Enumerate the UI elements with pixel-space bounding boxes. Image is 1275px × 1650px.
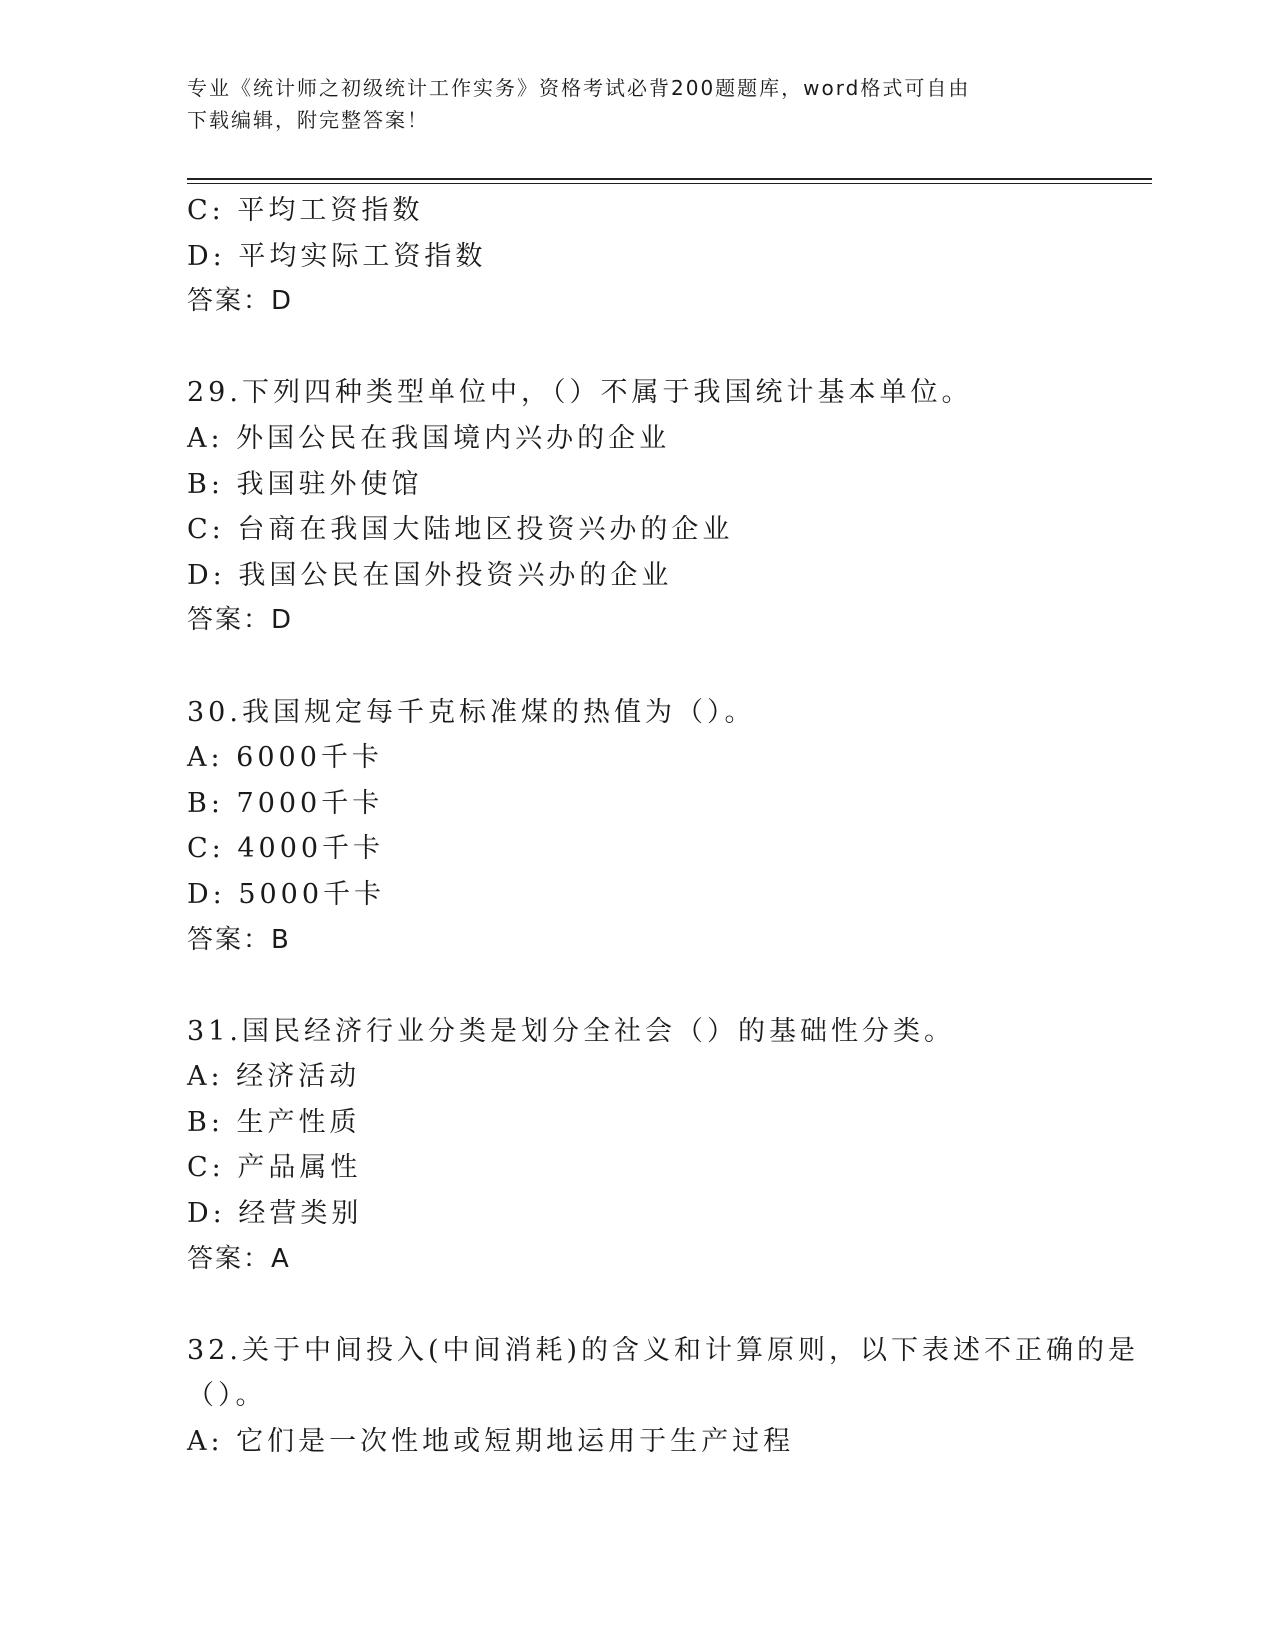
option-a: A: 外国公民在我国境内兴办的企业 <box>187 422 671 454</box>
header-line-1: 专业《统计师之初级统计工作实务》资格考试必背200题题库，word格式可自由 <box>187 76 971 100</box>
question-text: 29.下列四种类型单位中，（）不属于我国统计基本单位。 <box>187 377 973 409</box>
header-divider-thin <box>187 183 1152 184</box>
header-divider-thick <box>187 178 1152 180</box>
question-text-line-1: 32.关于中间投入(中间消耗)的含义和计算原则，以下表述不正确的是 <box>187 1334 1140 1366</box>
question-text: 31.国民经济行业分类是划分全社会（）的基础性分类。 <box>187 1015 955 1047</box>
option-b: B: 我国驻外使馆 <box>187 468 423 500</box>
question-block-prev <box>187 188 1087 325</box>
option-c: C: 4000千卡 <box>187 833 385 865</box>
question-block-32 <box>187 1328 1140 1465</box>
answer-label: 答案：B <box>187 924 291 955</box>
option-d: D: 平均实际工资指数 <box>187 240 487 272</box>
option-d: D: 经营类别 <box>187 1198 363 1230</box>
option-b: B: 生产性质 <box>187 1106 361 1138</box>
question-text: 30.我国规定每千克标准煤的热值为（）。 <box>187 696 756 728</box>
answer-label: 答案：D <box>187 286 294 317</box>
question-list <box>187 188 1140 1465</box>
spacer <box>187 963 1087 1009</box>
document-header <box>187 72 1087 136</box>
option-d: D: 我国公民在国外投资兴办的企业 <box>187 559 673 591</box>
option-c: C: 台商在我国大陆地区投资兴办的企业 <box>187 514 734 546</box>
spacer <box>187 1282 1087 1328</box>
spacer <box>187 325 1087 371</box>
spacer <box>187 644 1087 690</box>
question-block-30 <box>187 690 1087 964</box>
option-c: C: 平均工资指数 <box>187 195 424 226</box>
header-line-2: 下载编辑，附完整答案！ <box>187 108 429 132</box>
option-b: B: 7000千卡 <box>187 787 384 819</box>
option-a: A: 经济活动 <box>187 1061 361 1093</box>
option-d: D: 5000千卡 <box>187 878 386 910</box>
question-block-29 <box>187 370 1087 644</box>
option-c: C: 产品属性 <box>187 1152 362 1184</box>
answer-label: 答案：A <box>187 1243 291 1274</box>
option-a: A: 6000千卡 <box>187 742 383 774</box>
question-text-line-2: （）。 <box>187 1380 267 1412</box>
question-block-31 <box>187 1009 1087 1283</box>
option-a: A: 它们是一次性地或短期地运用于生产过程 <box>187 1426 795 1458</box>
answer-label: 答案：D <box>187 605 294 636</box>
